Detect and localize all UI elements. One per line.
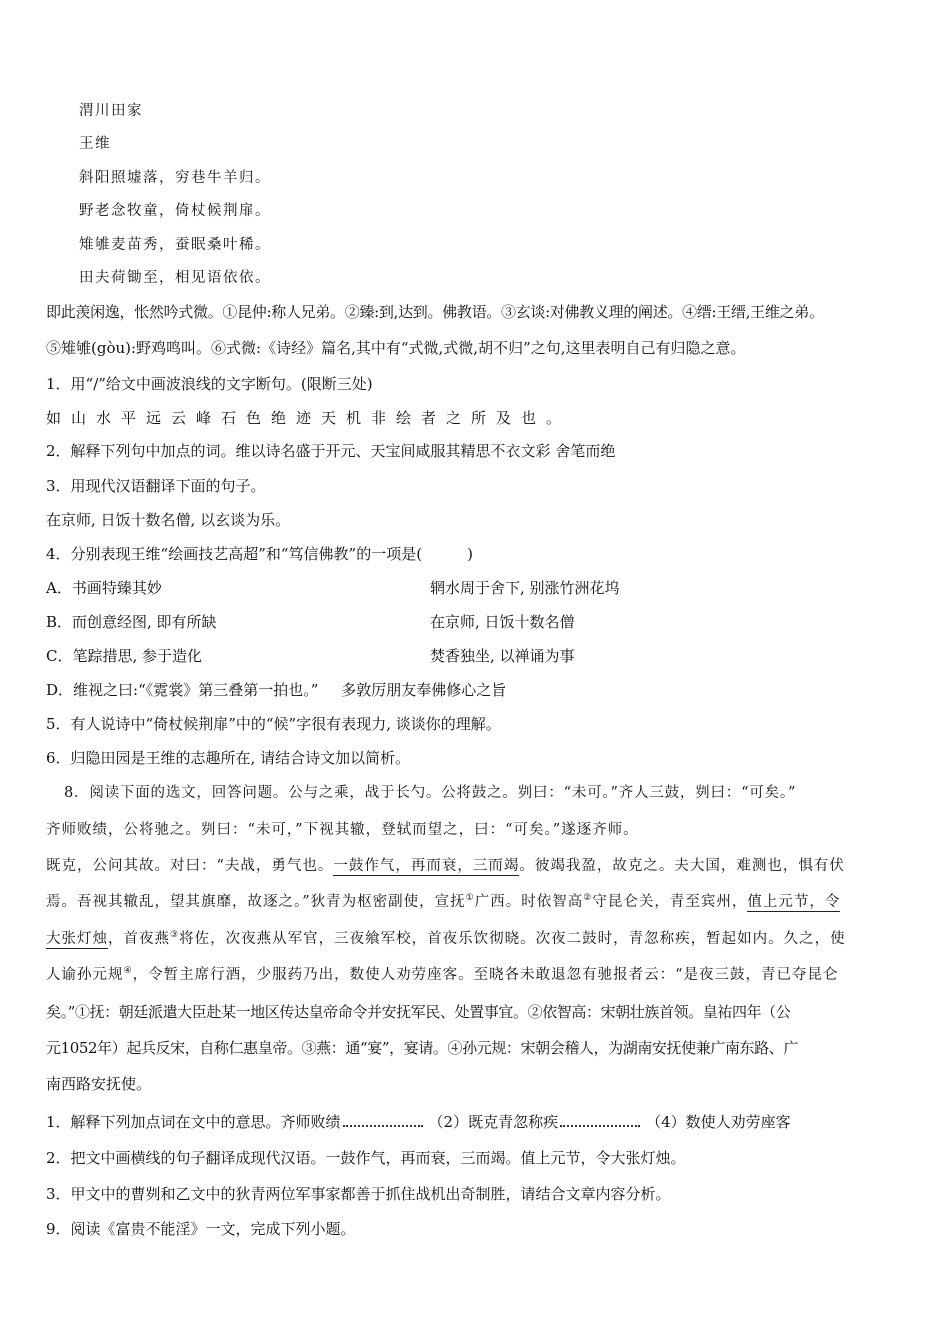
footnote-marker: ② bbox=[583, 893, 593, 904]
underlined-sentence: 大张灯烛 bbox=[46, 931, 108, 947]
question-9: 9．阅读《富贵不能淫》一文，完成下列小题。 bbox=[46, 1220, 356, 1238]
passage-line: 齐师败绩，公将驰之。刿曰：“未可，”下视其辙，登轼而望之，曰：“可矣。”遂逐齐师。 bbox=[46, 822, 639, 838]
poem-title: 渭川田家 bbox=[79, 103, 143, 119]
question-8-3: 3．甲文中的曹刿和乙文中的狄青两位军事家都善于抓住战机出奇制胜，请结合文章内容分析。 bbox=[46, 1185, 671, 1203]
option-b-left: B．而创意经图, 即有所缺 bbox=[46, 613, 217, 631]
passage-text: 守昆仑关，青至宾州， bbox=[592, 894, 748, 910]
question-8-2: 2．把文中画横线的句子翻译成现代汉语。一鼓作气，再而衰，三而竭。值上元节，令大张灯烛。 bbox=[46, 1149, 686, 1167]
option-d[interactable] bbox=[46, 680, 906, 700]
poem-line: 田夫荷锄至，相见语依依。 bbox=[79, 270, 271, 286]
question-7-5: 5．有人说诗中“倚杖候荆扉”中的“候”字很有表现力, 谈谈你的理解。 bbox=[46, 715, 501, 733]
underlined-sentence: 一鼓作气，再而衰，三而竭 bbox=[333, 858, 520, 874]
footnote-marker: ③ bbox=[170, 930, 180, 941]
question-8-1 bbox=[46, 1111, 791, 1132]
option-c[interactable] bbox=[46, 646, 906, 666]
poem-line: 斜阳照墟落，穷巷牛羊归。 bbox=[79, 170, 271, 186]
annotation-notes: ⑤雉雊(gòu):野鸡鸣叫。⑥式微:《诗经》篇名,其中有“式微,式微,胡不归”之句,这里表明自己有归隐之意。 bbox=[46, 339, 746, 357]
footnote-marker: ① bbox=[465, 893, 475, 904]
passage-text: 广西。时依智高 bbox=[474, 894, 584, 910]
option-b-right: 在京师, 日饭十数名僧 bbox=[430, 613, 575, 631]
footnote-line: 矣。”①抚：朝廷派遣大臣赴某一地区传达皇帝命令并安抚军民、处置事宜。②依智高：宋朝壮族首领。皇祐四年（公 bbox=[46, 1003, 791, 1021]
question-text: （4）数使人劝劳座客 bbox=[646, 1113, 791, 1131]
passage-text: 。彼竭我盈，故克之。夫大国，难测也，惧有伏 bbox=[519, 858, 845, 874]
footnote-line: 南西路安抚使。 bbox=[46, 1075, 152, 1093]
footnote-marker: ④ bbox=[123, 966, 133, 977]
option-c-left: C．笔踪措思, 参于造化 bbox=[46, 647, 203, 665]
question-7-6: 6．归隐田园是王维的志趣所在, 请结合诗文加以简析。 bbox=[46, 749, 411, 767]
underlined-sentence: 值上元节，令 bbox=[747, 894, 841, 910]
passage-text: ，令暂主席行酒，少服药乃出，数使人劝劳座客。至晓各未敢退忽有驰报者云：“是夜三鼓，青已夺昆仑 bbox=[132, 967, 839, 983]
option-a[interactable] bbox=[46, 578, 906, 598]
option-a-left: A．书画特臻其妙 bbox=[46, 579, 162, 597]
footnote-line: 元1052年）起兵反宋，自称仁惠皇帝。③燕：通“宴”，宴请。④孙元规：宋朝会稽人，为湖南安抚使兼广南东路、广 bbox=[46, 1039, 798, 1057]
question-7-4: 4．分别表现王维“绘画技艺高超”和“笃信佛教”的一项是( ) bbox=[46, 545, 473, 563]
question-text: 1．解释下列加点词在文中的意思。齐师败绩 bbox=[46, 1113, 341, 1131]
answer-blank[interactable] bbox=[560, 1111, 640, 1127]
passage-text: 焉。吾视其辙乱，望其旗靡，故逐之。”狄青为枢密副使，宣抚 bbox=[46, 894, 466, 910]
passage-line bbox=[46, 856, 845, 876]
poem-line: 雉雊麦苗秀，蚕眠桑叶稀。 bbox=[79, 237, 271, 253]
passage-text: 将佐，次夜燕从军官，三夜飨军校，首夜乐饮彻晓。次夜二鼓时，青忽称疾，暂起如内。久之，使 bbox=[179, 931, 846, 947]
option-b[interactable] bbox=[46, 612, 906, 632]
poem-author: 王维 bbox=[79, 136, 111, 152]
question-7-3: 3．用现代汉语翻译下面的句子。 bbox=[46, 477, 266, 495]
option-d-right: 多敦厉朋友奉佛修心之旨 bbox=[341, 681, 507, 699]
question-8-intro: 8．阅读下面的选文，回答问题。公与之乘，战于长勺。公将鼓之。刿曰：“未可。”齐人三鼓，刿曰：“可矣。” bbox=[64, 785, 797, 801]
question-text: （2）既克青忽称疾 bbox=[428, 1113, 559, 1131]
question-7-1: 1．用“/”给文中画波浪线的文字断句。(限断三处) bbox=[46, 375, 373, 393]
passage-text: 人谕孙元规 bbox=[46, 967, 124, 983]
option-a-right: 辋水周于舍下, 别涨竹洲花坞 bbox=[430, 579, 620, 597]
poem-tail-notes: 即此羡闲逸，怅然吟式微。①昆仲:称人兄弟。②臻:到,达到。佛教语。③玄谈:对佛教义理的阐述。④缙:王缙,王维之弟。 bbox=[46, 303, 824, 321]
option-c-right: 焚香独坐, 以禅诵为事 bbox=[430, 647, 575, 665]
question-7-2: 2．解释下列句中加点的词。维以诗名盛于开元、天宝间咸服其精思不衣文彩 舍笔而绝 bbox=[46, 442, 616, 460]
poem-line: 野老念牧童，倚杖候荆扉。 bbox=[79, 203, 271, 219]
wavy-text: 如山水平远云峰石色绝迹天机非绘者之所及也。 bbox=[46, 409, 572, 427]
option-d-left: D．维视之曰:“《霓裳》第三叠第一拍也。” bbox=[46, 681, 319, 699]
answer-blank[interactable] bbox=[343, 1111, 423, 1127]
passage-line bbox=[46, 892, 840, 912]
passage-line bbox=[46, 929, 846, 949]
passage-text: ，首夜燕 bbox=[108, 931, 170, 947]
passage-text: 既克，公问其故。对曰：“夫战，勇气也。 bbox=[46, 858, 334, 874]
translate-sentence: 在京师, 日饭十数名僧, 以玄谈为乐。 bbox=[46, 511, 291, 529]
passage-line bbox=[46, 965, 839, 985]
